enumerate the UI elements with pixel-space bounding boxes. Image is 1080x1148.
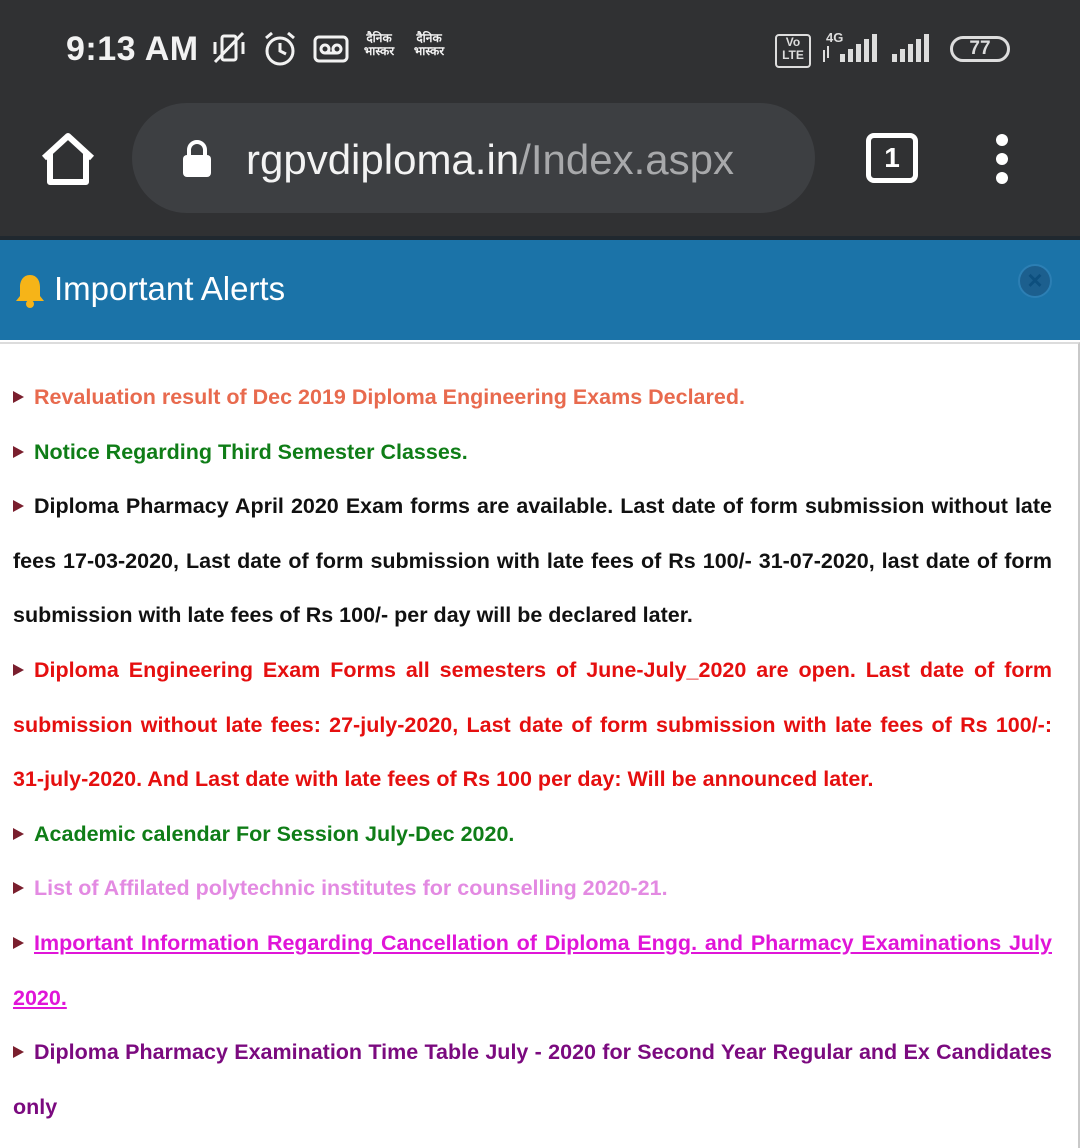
alarm-icon [262,30,298,68]
signal-strength-icon-sim2 [890,34,934,64]
bullet-arrow-icon [13,937,24,949]
bullet-arrow-icon [13,664,24,676]
status-bar [0,0,1080,100]
vibrate-off-icon [211,30,247,66]
alert-body [0,342,1080,1148]
network-type: 4G [826,30,844,45]
alert-text: Diploma Pharmacy April 2020 Exam forms are available. Last date of form submission without late fees 17-03-2020, Last date of form submission with late fees of Rs 100/- 31-07-2020, last date of form submission with late fees of Rs 100/- per day will be declared later. [13,494,1052,628]
bullet-arrow-icon [13,882,24,894]
alert-item[interactable] [13,479,1052,643]
alert-item[interactable] [13,861,1052,916]
alert-title: Important Alerts [54,270,286,307]
url-text [246,135,734,185]
bell-icon [14,272,46,308]
battery-icon: 77 [950,36,1010,62]
alert-list [13,370,1052,1134]
bullet-arrow-icon [13,1046,24,1058]
url-path: /Index.aspx [519,136,734,183]
alert-text: Academic calendar For Session July-Dec 2020. [34,821,515,846]
alert-item[interactable] [13,807,1052,862]
address-bar[interactable] [132,103,815,213]
alert-item[interactable] [13,370,1052,425]
alert-text: Notice Regarding Third Semester Classes. [34,439,468,464]
alert-item[interactable] [13,1025,1052,1134]
dainik-bhaskar-notification-icon: दैनिक भास्कर [413,31,445,58]
overflow-menu-icon[interactable] [990,134,1014,184]
signal-strength-icon [822,34,880,64]
close-icon[interactable]: × [1018,264,1052,298]
bullet-arrow-icon [13,828,24,840]
tab-switcher-button[interactable]: 1 [866,133,918,183]
dainik-bhaskar-notification-icon: दैनिक भास्कर [363,31,395,58]
alert-text: Revaluation result of Dec 2019 Diploma Engineering Exams Declared. [34,385,745,409]
alert-text: Diploma Engineering Exam Forms all semesters of June-July_2020 are open. Last date of form submission without late fees: 27-july-2020, Last date of form submission with late fees of Rs 100/-: 31-july-2020. And Last date with late fees of Rs 100 per day: Will be announced later. [13,657,1052,792]
voicemail-icon [313,34,349,64]
bullet-arrow-icon [13,446,24,458]
alert-text: List of Affilated polytechnic institutes for counselling 2020-21. [34,876,668,901]
clock-time: 9:13 AM [66,30,199,68]
alert-item[interactable] [13,643,1052,807]
alert-text: Diploma Pharmacy Examination Time Table July - 2020 for Second Year Regular and Ex Candidates only [13,1040,1052,1119]
alert-item[interactable] [13,425,1052,480]
alert-link[interactable]: Important Information Regarding Cancellation of Diploma Engg. and Pharmacy Examinations July 2020. [13,930,1052,1010]
lock-icon [180,139,214,179]
browser-toolbar [0,100,1080,238]
bullet-arrow-icon [13,391,24,403]
home-icon[interactable] [38,130,98,188]
alert-item[interactable] [13,916,1052,1025]
bullet-arrow-icon [13,500,24,512]
url-domain: rgpvdiploma.in [246,136,520,183]
volte-icon: Vo LTE [775,34,811,68]
alert-header [0,240,1080,340]
